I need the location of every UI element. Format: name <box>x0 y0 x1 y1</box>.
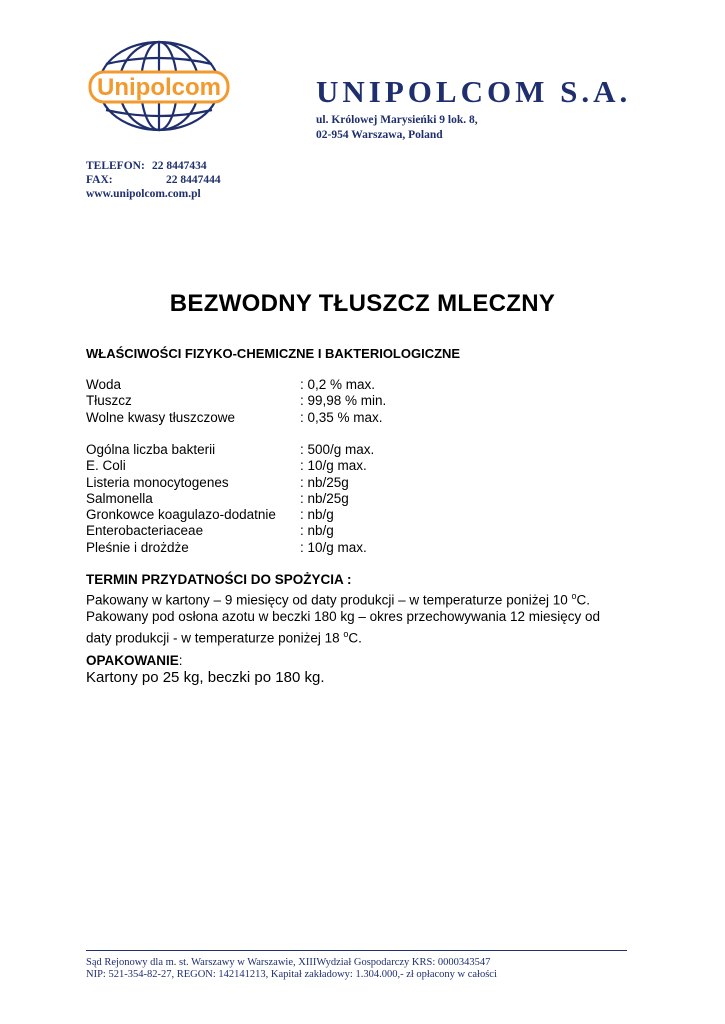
document-title: BEZWODNY TŁUSZCZ MLECZNY <box>169 290 556 317</box>
shelf-life-line-1-text: Pakowany w kartony – 9 miesięcy od daty produkcji – w temperaturze poniżej 10 <box>86 592 568 608</box>
fax-value: 22 8447444 <box>166 174 221 186</box>
contact-info <box>86 159 221 201</box>
property-name: Enterobacteriaceae <box>86 523 204 539</box>
shelf-life-line-2 <box>86 609 616 647</box>
property-row <box>86 491 374 507</box>
phone-value: 22 8447434 <box>152 160 207 172</box>
property-name: Gronkowce koagulazo-dodatnie <box>86 507 276 523</box>
shelf-life-text <box>86 588 616 647</box>
property-row <box>86 523 374 539</box>
temperature-unit: C. <box>348 630 362 645</box>
property-row <box>86 507 374 523</box>
properties-heading: WŁAŚCIWOŚCI FIZYKO-CHEMICZNE I BAKTERIOLOGICZNE <box>86 346 461 361</box>
packaging-heading <box>86 653 183 668</box>
packaging-text: Kartony po 25 kg, beczki po 180 kg. <box>86 669 325 686</box>
footer-divider <box>86 950 627 951</box>
property-name: Tłuszcz <box>86 393 132 409</box>
property-name: Wolne kwasy tłuszczowe <box>86 409 236 425</box>
temperature-unit: C. <box>576 592 591 608</box>
property-name: Listeria monocytogenes <box>86 474 229 490</box>
shelf-life-line-1 <box>86 588 616 609</box>
address-line-2: 02-954 Warszawa, Poland <box>316 129 443 141</box>
property-value: : 500/g max. <box>300 442 375 457</box>
company-name: UNIPOLCOM S.A. <box>316 74 632 109</box>
shelf-life-line-2-text: Pakowany pod osłona azotu w beczki 180 kg – okres przechowywania 12 miesięcy od daty produkcji - w temperaturze poniżej 18 <box>86 609 601 645</box>
property-name: Woda <box>86 377 122 392</box>
property-value: : 10/g max. <box>300 539 367 555</box>
company-address <box>316 113 478 143</box>
website-link[interactable]: www.unipolcom.com.pl <box>86 188 201 200</box>
property-value: : 99,98 % min. <box>300 393 387 409</box>
property-name: E. Coli <box>86 458 126 474</box>
packaging-heading-label: OPAKOWANIE <box>86 653 179 668</box>
company-logo <box>84 38 234 134</box>
physico-chemical-list <box>86 377 386 426</box>
address-line-1: ul. Królowej Marysieńki 9 lok. 8, <box>316 114 478 126</box>
property-value: : nb/25g <box>300 474 349 490</box>
degree-symbol: o <box>571 591 577 601</box>
property-value: : 0,2 % max. <box>300 377 376 392</box>
property-value: : 0,35 % max. <box>300 409 383 425</box>
fax-row <box>86 173 221 187</box>
property-row <box>86 540 374 556</box>
fax-label: FAX: <box>86 174 113 186</box>
property-row <box>86 377 386 393</box>
phone-row <box>86 159 221 173</box>
property-name: Salmonella <box>86 490 153 506</box>
property-row <box>86 410 386 426</box>
property-row <box>86 475 374 491</box>
property-row <box>86 442 374 458</box>
property-row <box>86 458 374 474</box>
property-name: Pleśnie i drożdże <box>86 539 189 555</box>
property-value: : nb/g <box>300 523 334 539</box>
property-value: : nb/g <box>300 507 334 523</box>
shelf-life-heading: TERMIN PRZYDATNOŚCI DO SPOŻYCIA : <box>86 572 352 587</box>
logo-text: Unipolcom <box>97 74 221 101</box>
footer-line-2: NIP: 521-354-82-27, REGON: 142141213, Kapitał zakładowy: 1.304.000,- zł opłacony w całości <box>86 969 497 980</box>
phone-label: TELEFON: <box>86 160 145 172</box>
property-value: : nb/25g <box>300 490 349 506</box>
footer <box>86 957 497 981</box>
property-name: Ogólna liczba bakterii <box>86 442 216 457</box>
property-value: : 10/g max. <box>300 458 367 474</box>
property-row <box>86 393 386 409</box>
packaging-heading-colon: : <box>178 653 183 668</box>
footer-line-1: Sąd Rejonowy dla m. st. Warszawy w Warszawie, XIIIWydział Gospodarczy KRS: 0000343547 <box>86 957 491 968</box>
degree-symbol: o <box>343 628 349 639</box>
bacteriological-list <box>86 442 374 556</box>
